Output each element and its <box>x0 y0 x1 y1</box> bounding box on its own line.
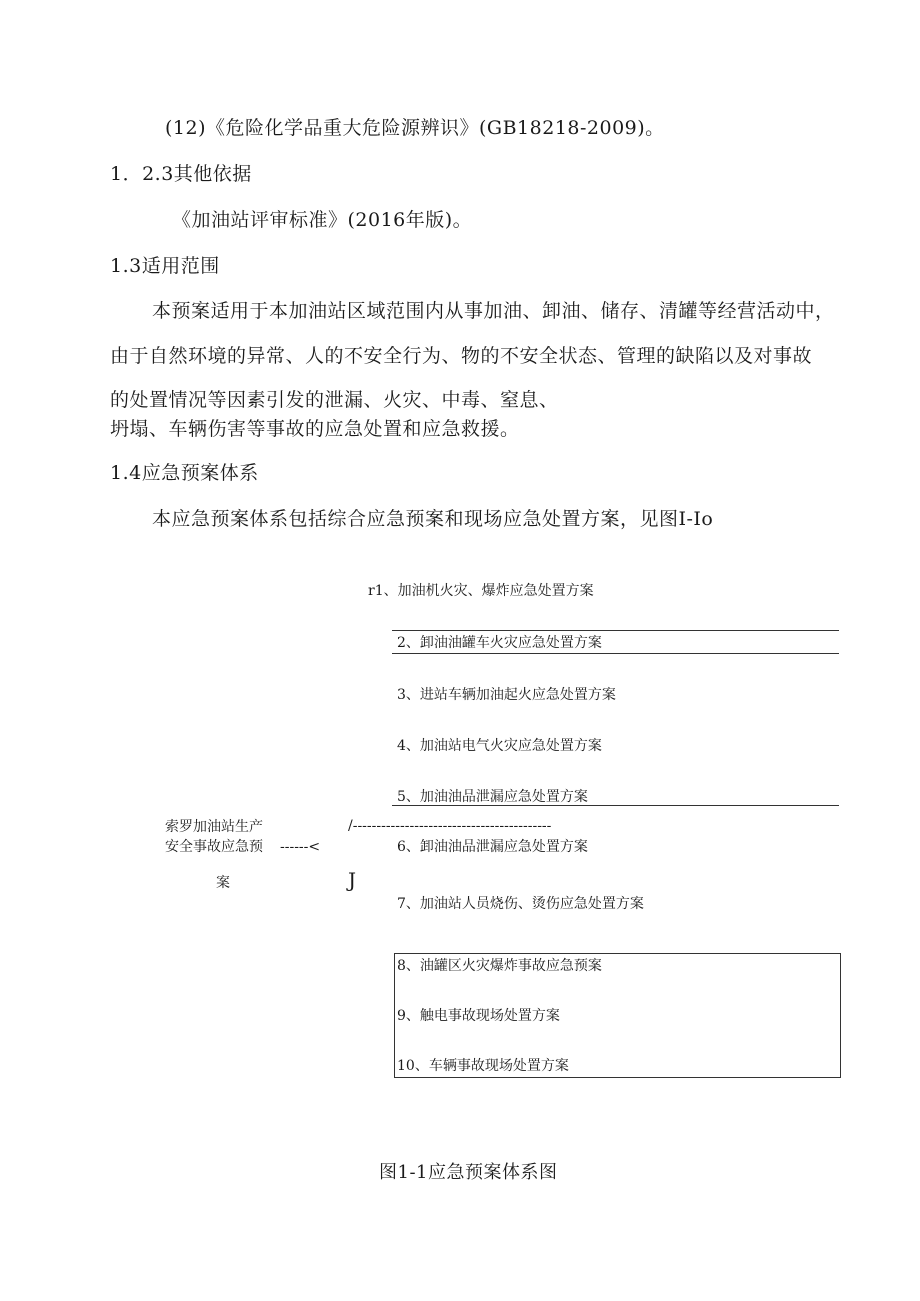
reference-item-12: (12)《危险化学品重大危险源辨识》(GB18218-2009)。 <box>165 117 665 139</box>
diagram-item-10: 10、车辆事故现场处置方案 <box>397 1058 569 1074</box>
diagram-item-3: 3、进站车辆加油起火应急处置方案 <box>397 687 616 703</box>
diagram-bracket-top: /------------------------------------------ <box>348 818 552 834</box>
scope-paragraph-line-4: 坍塌、车辆伤害等事故的应急处置和应急救援。 <box>110 418 520 440</box>
section-heading-1-3: 1.3适用范围 <box>110 255 220 277</box>
scope-paragraph-line-1: 本预案适用于本加油站区域范围内从事加油、卸油、储存、清罐等经营活动中， <box>152 300 835 322</box>
diagram-item-4: 4、加油站电气火灾应急处置方案 <box>397 738 602 754</box>
diagram-root-line-2: 安全事故应急预 <box>165 839 263 855</box>
diagram-item-1: r1、加油机火灾、爆炸应急处置方案 <box>368 583 594 599</box>
diagram-item-7: 7、加油站人员烧伤、烫伤应急处置方案 <box>397 896 644 912</box>
diagram-item-9: 9、触电事故现场处置方案 <box>397 1008 560 1024</box>
system-paragraph: 本应急预案体系包括综合应急预案和现场应急处置方案，见图I-Io <box>152 508 714 530</box>
diagram-item-6: 6、卸油油品泄漏应急处置方案 <box>397 839 588 855</box>
diagram-item-5: 5、加油油品泄漏应急处置方案 <box>397 789 588 805</box>
diagram-item-8: 8、油罐区火灾爆炸事故应急预案 <box>397 958 602 974</box>
scope-paragraph-line-3: 的处置情况等因素引发的泄漏、火灾、中毒、窒息、 <box>110 389 559 411</box>
diagram-bracket-bottom: J <box>348 868 357 892</box>
divider-line <box>392 630 839 631</box>
scope-paragraph-line-2: 由于自然环境的异常、人的不安全行为、物的不安全状态、管理的缺陷以及对事故 <box>110 345 813 367</box>
divider-line <box>392 805 839 806</box>
diagram-connector: ------< <box>280 839 321 855</box>
section-heading-1-4: 1.4应急预案体系 <box>110 462 259 484</box>
divider-line <box>392 653 839 654</box>
section-heading-1-2-3: 1．2.3其他依据 <box>110 163 252 185</box>
reference-standard: 《加油站评审标准》(2016年版)。 <box>172 209 473 231</box>
diagram-root-line-1: 索罗加油站生产 <box>165 819 263 835</box>
figure-caption: 图1-1应急预案体系图 <box>379 1162 558 1183</box>
diagram-root-line-3: 案 <box>216 875 230 891</box>
diagram-item-2: 2、卸油油罐车火灾应急处置方案 <box>397 635 602 651</box>
